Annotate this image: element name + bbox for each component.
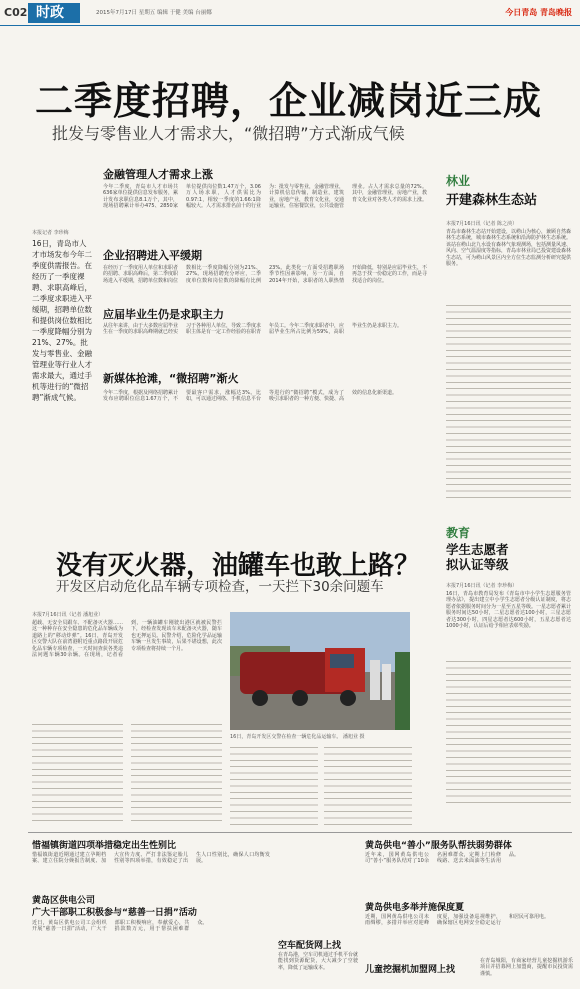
- lead-section-1-text: 今年二季度，青岛市人才市场共636家单位提供信息发布服务，累计发布求职信息8.1万个，其中，现场招聘累计举办475、2850家单位提供岗位数1.47万个，3.06万人场求职，人才供需比为0.97:1，相较一季度的1.66:1降幅较大。人才需求排名前十的行业为：批发与零售业，金融管理业，计算机信息传输，制造业，建筑业，房地产业，教育文化业，交通运输业，住宿餐饮业，公共设施管理业。占人才需求总量的72%。其中，金融管理业，房地产业，教育文化业对各类人才的需求上涨。: [103, 184, 428, 210]
- section-tab: [28, 3, 80, 23]
- side-story-1-title: 开建森林生态站: [446, 193, 538, 208]
- side-story-1-text: 青岛市森林生态站开始建设，以崂山为核心，兼顾自然森林生态系统，城市森林生态系统和沿海防护林生态系统。该站在崂山北九水设有森林气象观测场，包括测量风速、风向、空气温湿度等指标，青岛市林业局已投资建设森林生态站，可为崂山风景区内全方位生态监测分析研究提供服务。: [446, 229, 572, 268]
- lead-section-2-heading: 企业招聘进入平缓期: [103, 249, 202, 262]
- second-story-col3-filler: [230, 745, 318, 825]
- side-story-2-byline: 本报7月16日讯（记者 李珍梅）: [446, 583, 518, 589]
- second-headline: 没有灭火器，油罐车也敢上路？: [56, 551, 421, 581]
- brief-1-title: 惜福镇街道四项举措稳定出生性别比: [32, 841, 177, 851]
- masthead-logo: 今日青岛 青岛晚报: [505, 8, 572, 17]
- side-story-1-byline: 本报7月16日讯（记者 陈之泱）: [446, 221, 518, 227]
- side-story-2-text: 16日，青岛市教育局发布《青岛市中小学生志愿服务管理办法》，提出建立中小学生志愿者分级认证制度，将志愿者依据服务时间分为一星至五星等级。一星志愿者累计服务时间达50小时，二星志愿者达100小时，三星志愿者达300小时，四星志愿者达600小时，五星志愿者达1000小时，认证后给予相应表彰奖励。: [446, 591, 572, 630]
- second-story-col4-filler: [324, 745, 412, 825]
- header-rule: [0, 25, 580, 26]
- brief-3-text: 在青岛港，空车司机通过手机平台就能找到货源配货，大大减少了空驶率，降低了运输成本。: [278, 952, 359, 971]
- lead-section-2-text: 在经历了一季度用人单位和求职者的招聘、求职高峰后，第二季度职场进入平缓期，招聘单位数和岗位数相比一季度降幅分别为21%、27%。现场招聘充分呼应，二季度单位数和岗位数的降幅有比例23%。此类化一方面受招聘职场季节性因素影响，另一方面，自2014年开始，求职者的人职热情开始降低，特别是应届毕业生，不再急于找一份稳定的工作，而是寻找适合的岗位。: [103, 265, 428, 284]
- photo-caption: 16日，青岛开发区交警在检查一辆危化品运输车。 潘旭业 摄: [230, 734, 365, 740]
- page-number: C02: [4, 6, 28, 19]
- brief-5-text: 近期，国网黄岛供电公司未雨绸缪，多措并举应对迎峰度夏，加强设备巡视维护，确保辖区电网安全稳定运行和居民可靠用电。: [365, 914, 550, 927]
- page-header: [0, 0, 580, 30]
- tanker-photo: [230, 612, 410, 730]
- second-story-col1-filler: [32, 722, 123, 822]
- lead-section-3-heading: 应届毕业生仍是求职主力: [103, 308, 224, 321]
- section-label: 时政: [36, 5, 64, 21]
- second-byline: 本报7月16日讯（记者 潘旭业）: [32, 612, 104, 618]
- brief-3-title: 空车配货网上找: [278, 941, 342, 951]
- second-story-text: 超载、无安全员跟车、不配备灭火器……这一种种存在安全隐患的危化品车辆成为道路上的“移动炸弹”。16日，青岛开发区交警大队在前湾港附近重点路段开展危化品车辆专项检查，一天时间查获各类违法问题车辆30余辆。在现场，记者看到，一辆油罐车刚驶出港区就被民警拦下，经检查发现该车未配备灭火器，随车也无押运员。民警介绍，危险化学品运输车辆一旦发生事故，后果不堪设想，此次专项检查将持续一个月。: [32, 620, 222, 659]
- brief-5-title: 黄岛供电多举并施保度夏: [365, 903, 465, 913]
- side-story-2-tag: 教育: [446, 526, 471, 540]
- brief-1-text: 惜福镇街道近期通过建立孕期档案、建立住院分娩报告制度、加大宣传力度、严打非法鉴定胎儿性别等四项举措，有效稳定了出生人口性别比，确保人口均衡发展。: [32, 852, 270, 865]
- lead-byline: 本报记者 李珍梅: [32, 230, 69, 236]
- lead-headline: 二季度招聘，企业减岗近三成: [35, 79, 543, 123]
- lead-section-1-heading: 金融管理人才需求上涨: [103, 168, 213, 181]
- briefs-top-rule: [28, 832, 572, 833]
- lead-section-4-text: 今年二季度，根据及网络招聘累计发布应聘职位信息1.67万个，不要最客户需求，涨幅达3%。比如，可以通过网络、手机信息平台等进行的“微招聘”模式，成为了吸引求职者的一种方便、快捷、高效的信息化新渠道。: [103, 390, 398, 403]
- tanker-photo-drawing: [230, 612, 410, 730]
- side-story-1-tag: 林业: [446, 174, 471, 188]
- brief-2-text: 近日，黄岛区供电公司工会组织开展“慈善一日捐”活动，广大干部职工积极响应，奉献爱心，共捐款数万元，用于帮扶困难群众。: [32, 920, 208, 933]
- side-story-2-body-filler: [446, 659, 571, 807]
- brief-2-subtitle: 广大干部职工积极参与“慈善一日捐”活动: [32, 908, 197, 918]
- lead-intro: 16日，青岛市人才市场发布今年二季度供需报告。在经历了一季度裸聘、求职高峰后，二季度求职进入平缓期，招聘单位数和提供岗位数相比一季度降幅分别为21%、27%。批发与零售业、金融管理业等行业人才需求最大，通过手机等进行的“微招聘”渐成气候。: [32, 239, 92, 402]
- lead-section-4-heading: 新媒体抢滩，“微招聘”渐火: [103, 372, 239, 385]
- lead-subhead: 批发与零售业人才需求大，“微招聘”方式渐成气候: [52, 124, 405, 143]
- brief-6-text: 在青岛城阳，有商家经营儿童挖掘机游乐项目并招募网上加盟商，提醒市民投资需谨慎。: [480, 958, 573, 977]
- lead-section-3-text: 从往年来讲，由于大多数应届毕业生在一季度的求职高峰期就已经实习于各种用人单位，导致二季度求职主体是有一定工作经验的在职青年员工。今年二季度求职者中，应届毕业生所占比例为59%，高职毕业生仍是求职主力。: [103, 323, 403, 336]
- side-story-1-body-filler: [446, 303, 571, 503]
- second-story-col2-filler: [131, 722, 222, 822]
- date-line: 2015年7月17日 星期五 编辑 于健 美编 台丽娜: [96, 10, 212, 16]
- brief-2-title: 黄岛区供电公司: [32, 896, 96, 906]
- second-subhead: 开发区启动危化品车辆专项检查，一天拦下30余问题车: [56, 579, 384, 595]
- brief-4-text: 近年来，国网黄岛供电公司“善小”服务队结对了10余名困难群众，定期上门检修线路、送去米面油等生活用品。: [365, 852, 520, 865]
- side-story-2-title: 学生志愿者 拟认证等级: [446, 542, 509, 572]
- brief-4-title: 黄岛供电“善小”服务队帮扶弱势群体: [365, 841, 512, 851]
- brief-6-title: 儿童挖掘机加盟网上找: [365, 965, 456, 975]
